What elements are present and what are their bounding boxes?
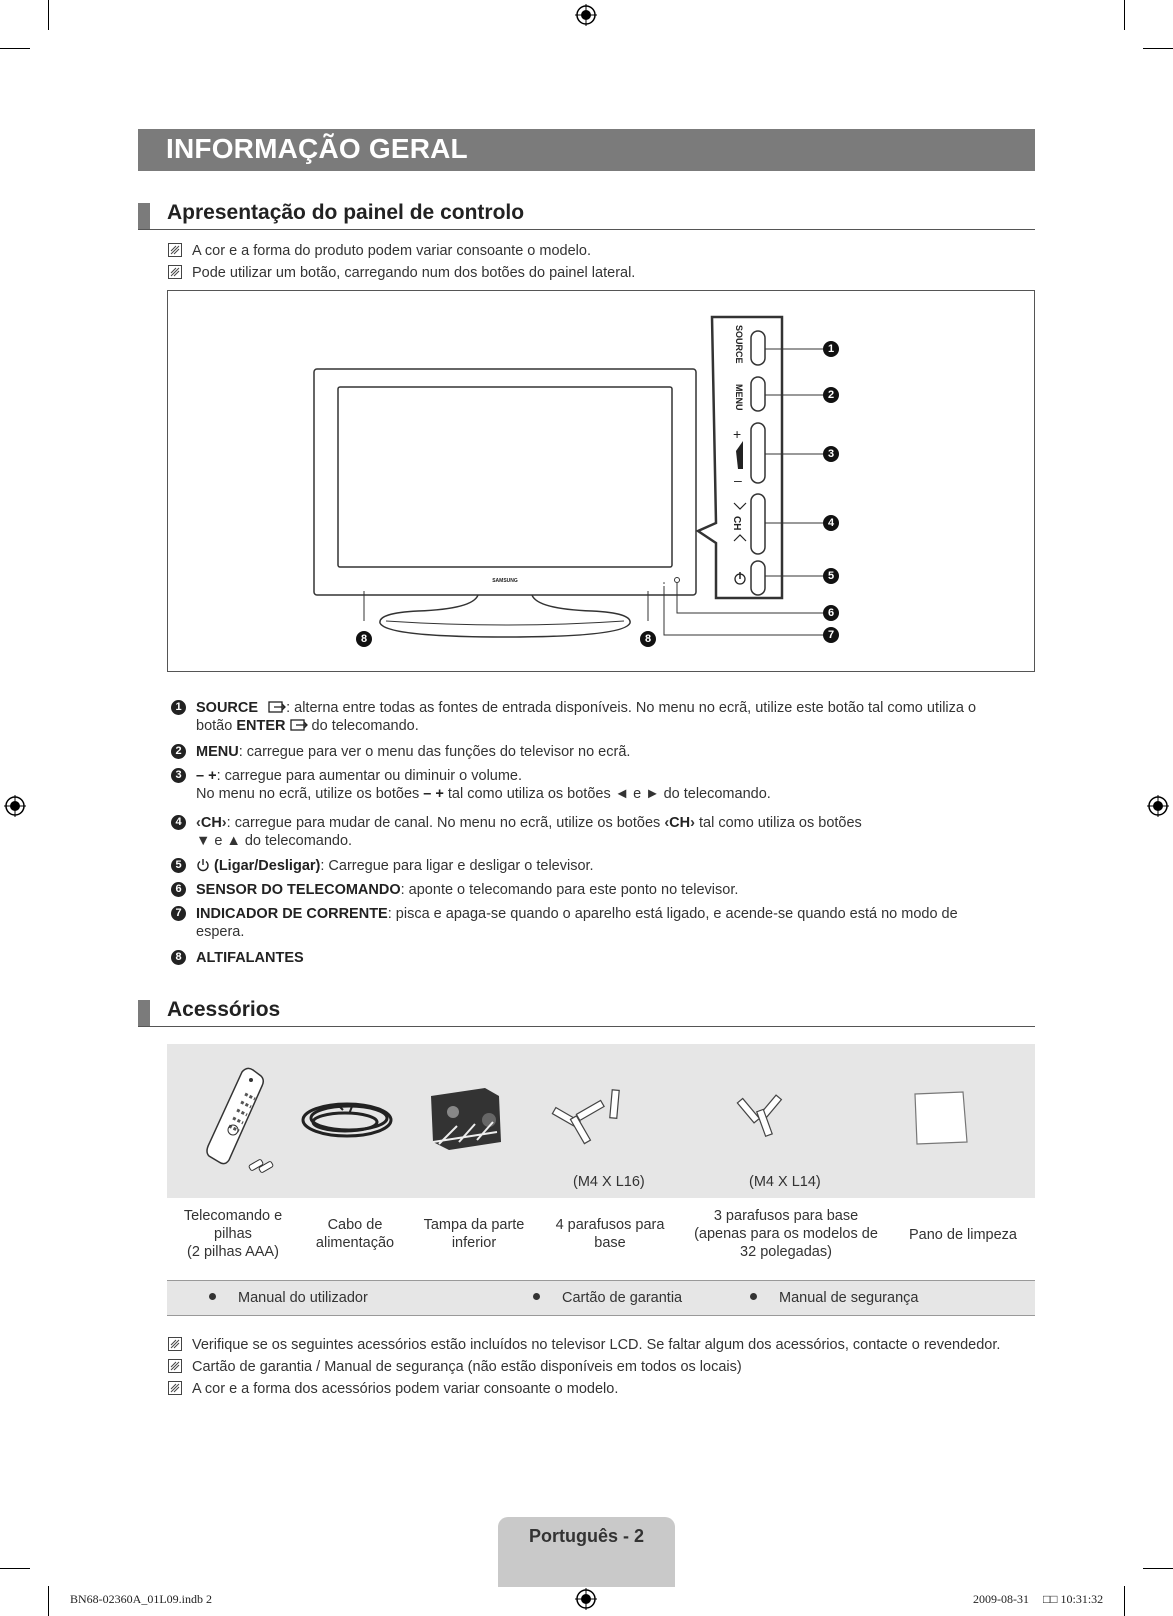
source-input-icon	[268, 701, 286, 713]
accessory-label: Pano de limpeza	[908, 1227, 1017, 1243]
ch-label: CH	[731, 516, 742, 531]
note-icon	[168, 1359, 182, 1373]
note: Verifique se os seguintes acessórios estão incluídos no televisor LCD. Se faltar algum dos acessórios, contacte o revendedor.	[168, 1337, 1000, 1353]
note-icon	[168, 265, 182, 279]
section-title: Acessórios	[167, 998, 281, 1021]
crop-mark	[0, 48, 30, 49]
section-marker	[138, 203, 150, 229]
crop-mark	[1143, 48, 1173, 49]
accessory-label: Telecomando e pilhas (2 pilhas AAA)	[183, 1208, 283, 1260]
accessory-label: 4 parafusos para base	[555, 1217, 665, 1251]
note: Pode utilizar um botão, carregando num dos botões do painel lateral.	[168, 265, 635, 281]
bottom-cover-icon	[431, 1088, 501, 1150]
section-marker	[138, 1000, 150, 1026]
source-label: SOURCE	[734, 325, 744, 364]
callout-5: 5	[823, 568, 839, 584]
crop-mark	[48, 0, 49, 30]
callout-2: 2	[823, 387, 839, 403]
note-icon	[168, 1381, 182, 1395]
accessory-label: 3 parafusos para base (apenas para os modelos de 32 polegadas)	[694, 1208, 878, 1260]
callout-6: 6	[823, 605, 839, 621]
callout-1: 1	[823, 341, 839, 357]
bullet-item: Manual de segurança	[750, 1290, 918, 1306]
enter-icon	[290, 719, 308, 731]
menu-label: MENU	[734, 384, 744, 411]
bullet-icon	[209, 1293, 216, 1300]
crop-mark	[1124, 1586, 1125, 1616]
accessory-label: Cabo de alimentação	[315, 1217, 395, 1251]
volume-keys: – +	[196, 768, 217, 784]
chevron-right-icon: ›	[221, 815, 227, 831]
minus-label: –	[734, 472, 742, 488]
callout-8-right: 8	[640, 631, 656, 647]
note-icon	[168, 243, 182, 257]
section-heading	[138, 201, 1035, 230]
crop-mark	[0, 1568, 30, 1569]
chevron-right-icon: ›	[690, 815, 695, 831]
accessory-size: (M4 X L16)	[573, 1174, 645, 1190]
print-date: 2009-08-31	[973, 1592, 1029, 1606]
power-icon	[196, 858, 210, 872]
page-title-bar	[138, 129, 1035, 171]
crop-mark	[48, 1586, 49, 1616]
tv-brand-logo: SAMSUNG	[492, 578, 518, 584]
registration-mark-icon	[575, 4, 597, 26]
note-icon	[168, 1337, 182, 1351]
print-file-name: BN68-02360A_01L09.indb 2	[70, 1592, 212, 1606]
callout-3: 3	[823, 446, 839, 462]
control-panel-diagram	[167, 290, 1035, 672]
bullet-icon	[533, 1293, 540, 1300]
chevron-left-icon: ‹	[664, 815, 670, 831]
accessory-label: Tampa da parte inferior	[423, 1217, 525, 1251]
callout-7: 7	[823, 627, 839, 643]
registration-mark-icon	[4, 795, 26, 817]
callout-8-left: 8	[356, 631, 372, 647]
accessories-images	[167, 1044, 1035, 1198]
bullet-item: Manual do utilizador	[209, 1290, 368, 1306]
screws-16-icon	[552, 1090, 619, 1144]
power-cable-icon	[303, 1104, 391, 1136]
note: A cor e a forma do produto podem variar consoante o modelo.	[168, 243, 591, 259]
print-time: □□ 10:31:32	[1043, 1592, 1104, 1606]
crop-mark	[1124, 0, 1125, 30]
registration-mark-icon	[1147, 795, 1169, 817]
plus-label: +	[733, 426, 742, 442]
cleaning-cloth-icon	[915, 1092, 967, 1144]
note: Cartão de garantia / Manual de segurança (não estão disponíveis em todos os locais)	[168, 1359, 742, 1375]
callout-4: 4	[823, 515, 839, 531]
page-title: INFORMAÇÃO GERAL	[166, 133, 468, 164]
bullet-item: Cartão de garantia	[533, 1290, 682, 1306]
page-number-tab	[498, 1517, 675, 1587]
screws-14-icon	[737, 1095, 781, 1136]
included-documents	[167, 1280, 1035, 1316]
chevron-left-icon: ‹	[196, 815, 201, 831]
section-title: Apresentação do painel de controlo	[167, 201, 525, 224]
page-number: Português - 2	[528, 1526, 644, 1546]
accessory-size: (M4 X L14)	[749, 1174, 821, 1190]
remote-control-icon	[207, 1068, 274, 1173]
note: A cor e a forma dos acessórios podem variar consoante o modelo.	[168, 1381, 618, 1397]
section-heading	[138, 998, 1035, 1027]
crop-mark	[1143, 1568, 1173, 1569]
tv-illustration	[168, 291, 1034, 671]
registration-mark-icon	[575, 1588, 597, 1610]
bullet-icon	[750, 1293, 757, 1300]
